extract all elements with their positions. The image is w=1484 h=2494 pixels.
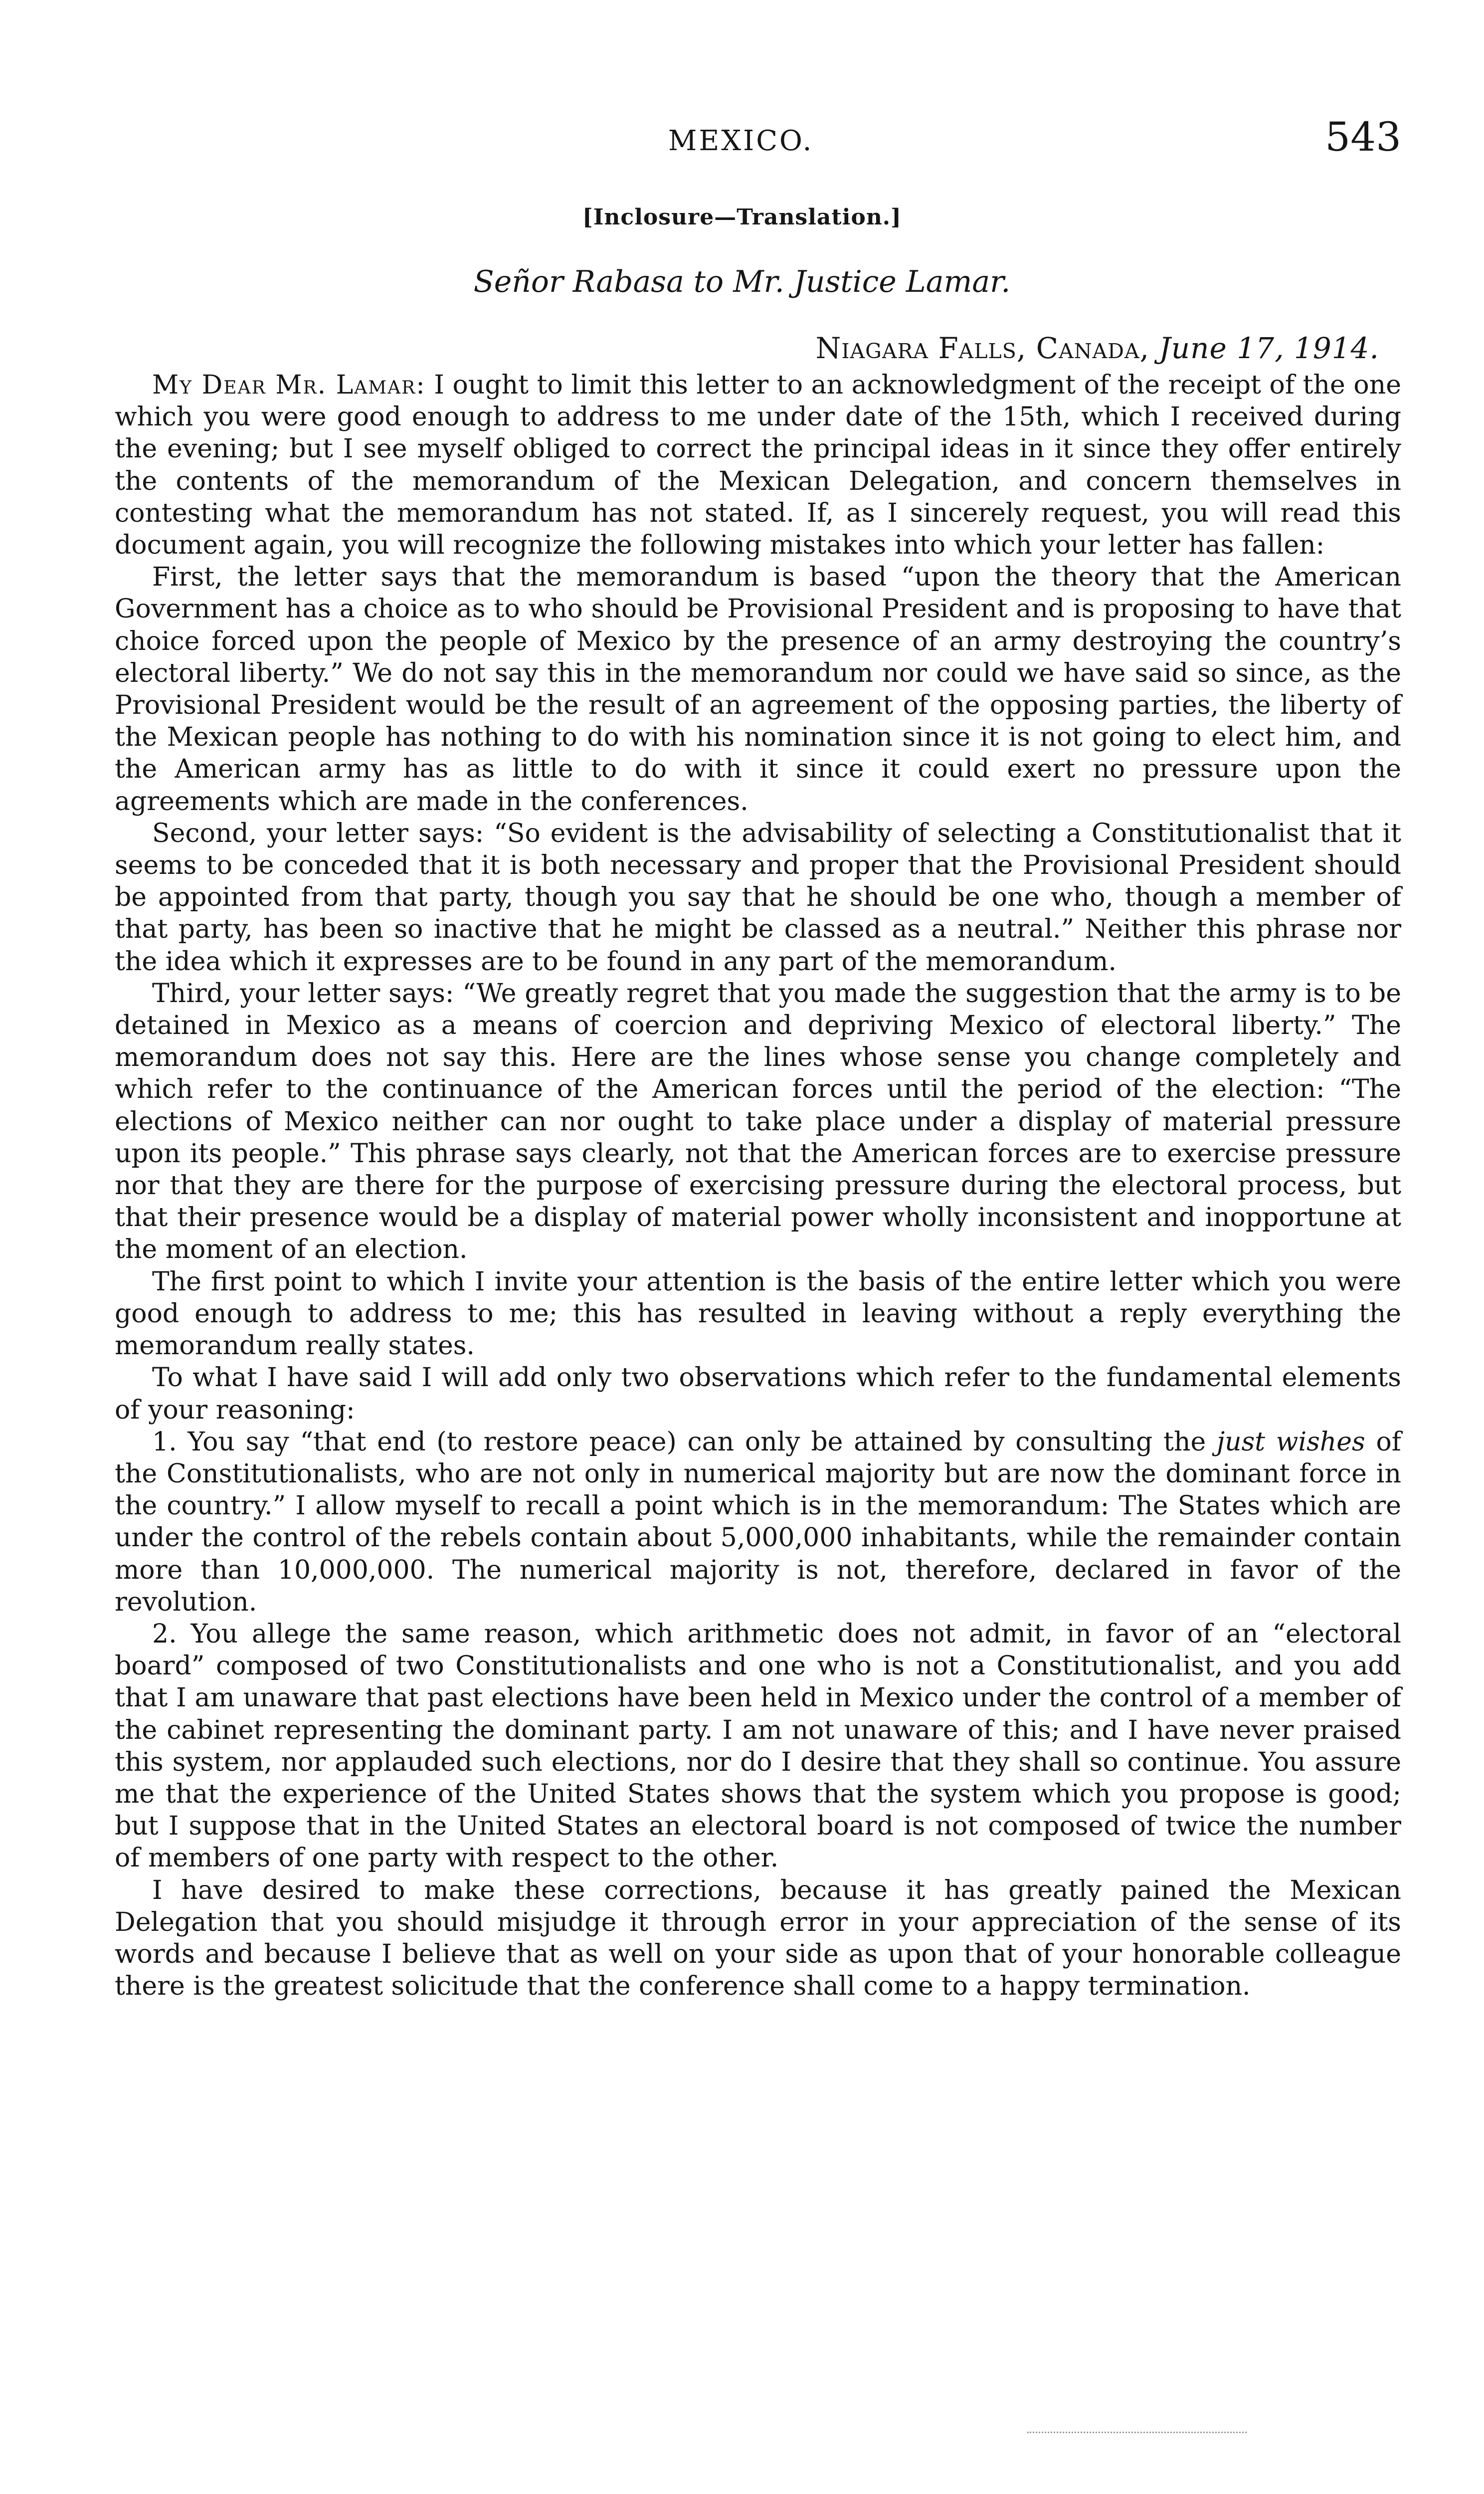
letter-heading: Señor Rabasa to Mr. Justice Lamar.	[473, 264, 1011, 299]
dateline	[816, 331, 1379, 365]
paragraph-7	[115, 1426, 1401, 1618]
running-head	[115, 114, 1401, 169]
paragraph-7-end: of the Constitutionalists, who are not only in numerical majority but are now the dominant force in the country.” I allow myself to recall a point which is in the memorandum: The States which are under the control of the rebels contain about 5,000,000 inhabitants, while the remainder contain more than 10,000,000. The numerical majority is not, therefore, declared in favor of the revolution.	[115, 1427, 1402, 1617]
letter-body	[115, 369, 1401, 2002]
salutation: My Dear Mr. Lamar:	[152, 370, 426, 400]
paragraph-1	[115, 369, 1401, 561]
paragraph-2: First, the letter says that the memorandum is based “upon the theory that the American Government has a choice as to who should be Provisional President and is proposing to have that choice forced upon the people of Mexico by the presence of an army destroying the country’s electoral liberty.” We do not say this in the memorandum nor could we have said so since, as the Provisional President would be the result of an agreement of the opposing parties, the liberty of the Mexican people has nothing to do with his nomination since it is not going to elect him, and the American army has as little to do with it since it could exert no pressure upon the agreements which are made in the conferences.	[115, 562, 1401, 817]
paragraph-4: Third, your letter says: “We greatly regret that you made the suggestion that the army is to be detained in Mexico as a means of coercion and depriving Mexico of electoral liberty.” The memorandum does not say this. Here are the lines whose sense you change completely and which refer to the continuance of the American forces until the period of the election: “The elections of Mexico neither can nor ought to take place under a display of material pressure upon its people.” This phrase says clearly, not that the American forces are to exercise pressure nor that they are there for the purpose of exercising pressure during the electoral process, but that their presence would be a display of material power wholly inconsistent and inopportune at the moment of an election.	[115, 978, 1401, 1265]
footer-dotted-rule	[1027, 2432, 1247, 2433]
paragraph-3: Second, your letter says: “So evident is the advisability of selecting a Constitutionalist that it seems to be conceded that it is both necessary and proper that the Provisional President should be appointed from that party, though you say that he should be one who, though a member of that party, has been so inactive that he might be classed as a neutral.” Neither this phrase nor the idea which it expresses are to be found in any part of the memorandum.	[115, 818, 1401, 977]
paragraph-7-italic: just wishes	[1217, 1427, 1365, 1457]
running-title: MEXICO.	[668, 125, 814, 157]
page-number: 543	[1325, 114, 1401, 160]
paragraph-5: The first point to which I invite your attention is the basis of the entire letter which you were good enough to address to me; this has resulted in leaving without a reply everything the memorandum really states.	[115, 1266, 1401, 1361]
inclosure-label: [Inclosure—Translation.]	[582, 205, 902, 230]
paragraph-8: 2. You allege the same reason, which arithmetic does not admit, in favor of an “electoral board” composed of two Constitutionalists and one who is not a Constitutionalist, and you add that I am unaware that past elections have been held in Mexico under the control of a member of the cabinet representing the dominant party. I am not unaware of this; and I have never praised this system, nor applauded such elections, nor do I desire that they shall so continue. You assure me that the experience of the United States shows that the system which you propose is good; but I suppose that in the United States an electoral board is not composed of twice the number of members of one party with respect to the other.	[115, 1619, 1401, 1873]
paragraph-6: To what I have said I will add only two observations which refer to the fundamental elements of your reasoning:	[115, 1363, 1401, 1425]
dateline-date: June 17, 1914.	[1159, 331, 1379, 365]
paragraph-7-start: 1. You say “that end (to restore peace) can only be attained by consulting the	[152, 1427, 1206, 1457]
paragraph-9: I have desired to make these corrections, because it has greatly pained the Mexican Delegation that you should misjudge it through error in your appreciation of the sense of its words and because I believe that as well on your side as upon that of your honorable colleague there is the greatest solicitude that the conference shall come to a happy termination.	[115, 1875, 1401, 2002]
paragraph-1-text: I ought to limit this letter to an acknowledgment of the receipt of the one which you were good enough to address to me under date of the 15th, which I received during the evening; but I see myself obliged to correct the principal ideas in it since they offer entirely the contents of the memorandum of the Mexican Delegation, and concern themselves in contesting what the memorandum has not stated. If, as I sincerely request, you will read this document again, you will recognize the following mistakes into which your letter has fallen:	[115, 370, 1401, 561]
dateline-place: Niagara Falls, Canada,	[815, 331, 1150, 365]
